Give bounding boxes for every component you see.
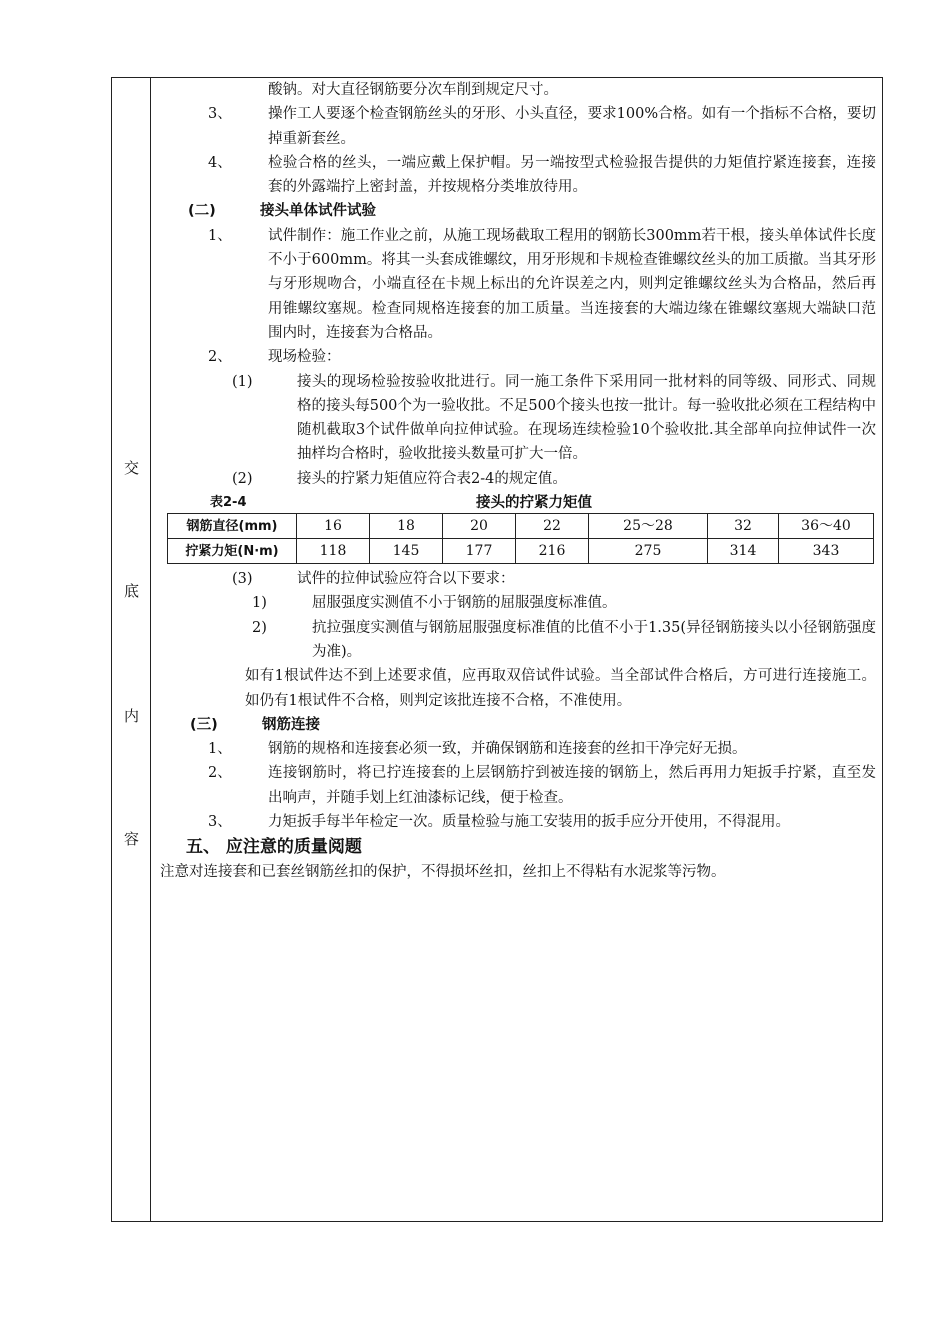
table-row: [168, 514, 874, 539]
list-item: [160, 810, 876, 834]
section-heading: [160, 199, 876, 223]
paragraph-text: 酸钠。对大直径钢筋要分次车削到规定尺寸。: [268, 82, 558, 98]
list-item: [160, 737, 876, 761]
section-title: 钢筋连接: [262, 716, 320, 733]
table-cell: 343: [779, 539, 874, 564]
table-cell: 25～28: [589, 514, 708, 539]
item-text: 操作工人要逐个检查钢筋丝头的牙形、小头直径，要求100%合格。如有一个指标不合格，要切掉重新套丝。: [268, 106, 876, 147]
section-number: (三): [190, 716, 218, 733]
table-cell: 314: [708, 539, 779, 564]
item-text: 屈服强度实测值不小于钢筋的屈服强度标准值。: [312, 595, 617, 612]
section-heading: [160, 713, 876, 737]
item-text: 钢筋的规格和连接套必须一致，并确保钢筋和连接套的丝扣干净完好无损。: [268, 741, 747, 758]
list-item: [160, 102, 876, 151]
table-cell: 32: [708, 514, 779, 539]
item-number: 2、: [208, 765, 232, 782]
item-text: 接头的现场检验按验收批进行。同一施工条件下采用同一批材料的同等级、同形式、同规格的接头每500个为一验收批。不足500个接头也按一批计。每一验收批必须在工程结构中随机截取3个试件做单向拉伸试验。在现场连续检验10个验收批.其全部单向拉伸试件一次抽样均合格时，验收批接头数量可扩大一倍。: [297, 373, 876, 463]
list-item: [160, 761, 876, 810]
item-number: 1、: [208, 227, 232, 244]
item-text: 连接钢筋时，将已拧连接套的上层钢筋拧到被连接的钢筋上，然后再用力矩扳手拧紧，直至发出响声，并随手划上红油漆标记线，便于检查。: [268, 765, 876, 806]
list-item: [160, 151, 876, 200]
section-title: 接头单体试件试验: [260, 203, 376, 220]
table-cell: 16: [297, 514, 370, 539]
column-divider: [150, 77, 151, 1222]
list-item: [160, 567, 876, 591]
item-text: 抗拉强度实测值与钢筋屈服强度标准值的比值不小于1.35(异径钢筋接头以小径钢筋强度为准)。: [312, 619, 876, 660]
torque-table: [167, 513, 874, 564]
list-item: [160, 224, 876, 345]
list-item: [160, 616, 876, 665]
table-cell: 18: [370, 514, 443, 539]
item-number: 4、: [208, 154, 232, 171]
item-text: 检验合格的丝头，一端应戴上保护帽。另一端按型式检验报告提供的力矩值拧紧连接套，连接套的外露端拧上密封盖，并按规格分类堆放待用。: [268, 154, 876, 196]
table-cell: 216: [516, 539, 589, 564]
section-number: (二): [188, 203, 216, 220]
paragraph: [160, 78, 876, 102]
document-content: [160, 78, 876, 885]
list-item: [160, 467, 876, 491]
list-item: [160, 345, 876, 369]
item-number: 3、: [208, 106, 232, 123]
item-number: 1、: [208, 741, 232, 758]
item-number: 2): [252, 619, 267, 636]
table-cell: 22: [516, 514, 589, 539]
table-title: 接头的拧紧力矩值: [476, 495, 592, 512]
item-number: 2、: [208, 349, 232, 366]
item-number: (3): [232, 571, 253, 588]
list-item: [160, 591, 876, 615]
table-cell: 145: [370, 539, 443, 564]
table-row: [168, 539, 874, 564]
item-number: (2): [232, 470, 253, 487]
paragraph-text: 注意对连接套和已套丝钢筋丝扣的保护，不得损坏丝扣，丝扣上不得粘有水泥浆等污物。: [160, 864, 726, 881]
table-cell: 275: [589, 539, 708, 564]
table-caption: [160, 491, 876, 513]
item-text: 试件制作：施工作业之前，从施工现场截取工程用的钢筋长300mm若干根，接头单体试件长度不小于600mm。将其一头套成锥螺纹，用牙形规和卡规检查锥螺纹丝头的加工质撤。当其牙形与牙形规吻合，小端直径在卡规上标出的允许误差之内，则判定锥螺纹丝头为合格品，然后再用锥螺纹塞规。检查同规格连接套的加工质量。当连接套的大端边缘在锥螺纹塞规大端缺口范围内时，连接套为合格品。: [268, 227, 876, 341]
item-text: 接头的拧紧力矩值应符合表2-4的规定值。: [297, 470, 567, 487]
table-cell: 177: [443, 539, 516, 564]
side-label-char: 交: [124, 459, 140, 477]
item-text: 现场检验：: [268, 349, 341, 366]
table-header-cell: 钢筋直径(mm): [168, 514, 297, 539]
item-number: 1): [252, 595, 267, 612]
chapter-heading: 五、 应注意的质量阅题: [186, 837, 362, 858]
list-item: [160, 370, 876, 467]
table-header-cell: 拧紧力矩(N·m): [168, 539, 297, 564]
table-cell: 118: [297, 539, 370, 564]
table-cell: 20: [443, 514, 516, 539]
table-cell: 36～40: [779, 514, 874, 539]
item-number: (1): [232, 373, 253, 390]
side-label-char: 内: [124, 707, 140, 725]
table-number: 表2-4: [210, 495, 247, 511]
item-text: 试件的拉伸试验应符合以下要求：: [297, 571, 515, 588]
item-text: 力矩扳手每半年检定一次。质量检验与施工安装用的扳手应分开使用，不得混用。: [268, 814, 790, 831]
paragraph: [160, 860, 876, 884]
item-number: 3、: [208, 814, 232, 831]
paragraph: [160, 664, 876, 713]
paragraph-text: 如有1根试件达不到上述要求值，应再取双倍试件试验。当全部试件合格后，方可进行连接施工。如仍有1根试件不合格，则判定该批连接不合格，不准使用。: [245, 668, 876, 709]
side-label-char: 底: [124, 582, 140, 600]
side-label-char: 容: [124, 830, 140, 848]
